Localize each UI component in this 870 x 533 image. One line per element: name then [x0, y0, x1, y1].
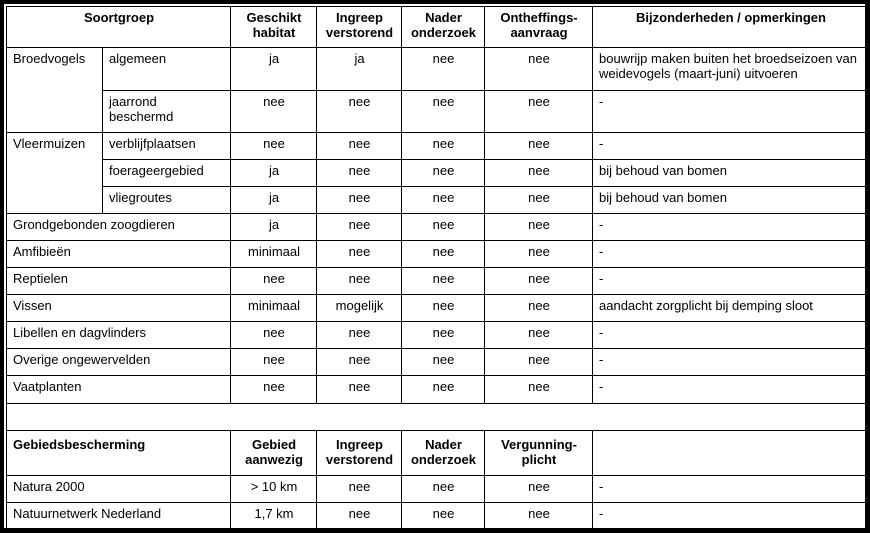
header-present: Gebied aanwezig — [231, 431, 317, 476]
group-cell: Amfibieën — [7, 241, 231, 268]
exemption-cell: nee — [485, 295, 593, 322]
disturbing-cell: nee — [317, 476, 402, 503]
exemption-cell: nee — [485, 214, 593, 241]
table-row — [7, 295, 869, 322]
present-cell: 1,7 km — [231, 503, 317, 529]
remarks-cell: - — [593, 503, 869, 529]
header-habitat: Geschikt habitat — [231, 7, 317, 48]
disturbing-cell: nee — [317, 214, 402, 241]
research-cell: nee — [402, 48, 485, 91]
spacer-cell — [7, 404, 869, 431]
remarks-cell: - — [593, 241, 869, 268]
group-cell: Vissen — [7, 295, 231, 322]
exemption-cell: nee — [485, 376, 593, 404]
group-cell: Vleermuizen — [7, 133, 103, 214]
header-exemption: Ontheffings-aanvraag — [485, 7, 593, 48]
table-row — [7, 241, 869, 268]
table-row — [7, 376, 869, 404]
group-cell: Libellen en dagvlinders — [7, 322, 231, 349]
table-row — [7, 349, 869, 376]
exemption-cell: nee — [485, 268, 593, 295]
table-row — [7, 133, 869, 160]
area-cell: Natuurnetwerk Nederland — [7, 503, 231, 529]
area-cell: Natura 2000 — [7, 476, 231, 503]
exemption-cell: nee — [485, 160, 593, 187]
remarks-cell: - — [593, 214, 869, 241]
research-cell: nee — [402, 476, 485, 503]
disturbing-cell: ja — [317, 48, 402, 91]
research-cell: nee — [402, 133, 485, 160]
table-row — [7, 503, 869, 529]
remarks-cell: - — [593, 376, 869, 404]
header-disturbing: Ingreep verstorend — [317, 431, 402, 476]
disturbing-cell: nee — [317, 133, 402, 160]
exemption-cell: nee — [485, 349, 593, 376]
habitat-cell: ja — [231, 160, 317, 187]
disturbing-cell: nee — [317, 241, 402, 268]
present-cell: > 10 km — [231, 476, 317, 503]
research-cell: nee — [402, 160, 485, 187]
remarks-cell: - — [593, 322, 869, 349]
remarks-cell: bouwrijp maken buiten het broedseizoen van weidevogels (maart-juni) uitvoeren — [593, 48, 869, 91]
research-cell: nee — [402, 268, 485, 295]
exemption-cell: nee — [485, 322, 593, 349]
header-disturbing: Ingreep verstorend — [317, 7, 402, 48]
group-cell: Grondgebonden zoogdieren — [7, 214, 231, 241]
research-cell: nee — [402, 187, 485, 214]
research-cell: nee — [402, 503, 485, 529]
habitat-cell: nee — [231, 91, 317, 133]
subgroup-cell: foerageergebied — [103, 160, 231, 187]
remarks-cell: - — [593, 349, 869, 376]
habitat-cell: nee — [231, 133, 317, 160]
research-cell: nee — [402, 91, 485, 133]
group-cell: Vaatplanten — [7, 376, 231, 404]
habitat-cell: ja — [231, 214, 317, 241]
header-research: Nader onderzoek — [402, 7, 485, 48]
header-remarks — [593, 431, 869, 476]
header-remarks: Bijzonderheden / opmerkingen — [593, 7, 869, 48]
habitat-cell: nee — [231, 322, 317, 349]
remarks-cell: - — [593, 91, 869, 133]
subgroup-cell: verblijfplaatsen — [103, 133, 231, 160]
table-row — [7, 214, 869, 241]
disturbing-cell: nee — [317, 503, 402, 529]
habitat-cell: nee — [231, 349, 317, 376]
subgroup-cell: jaarrond beschermd — [103, 91, 231, 133]
spacer-row — [7, 404, 869, 431]
remarks-cell: aandacht zorgplicht bij demping sloot — [593, 295, 869, 322]
species-header-row — [7, 7, 869, 48]
group-cell: Broedvogels — [7, 48, 103, 133]
table-row — [7, 476, 869, 503]
habitat-cell: minimaal — [231, 295, 317, 322]
research-cell: nee — [402, 241, 485, 268]
remarks-cell: - — [593, 133, 869, 160]
habitat-cell: minimaal — [231, 241, 317, 268]
table-row — [7, 48, 869, 91]
research-cell: nee — [402, 322, 485, 349]
research-cell: nee — [402, 214, 485, 241]
habitat-cell: nee — [231, 268, 317, 295]
header-gebiedsbescherming: Gebiedsbescherming — [7, 431, 231, 476]
header-research: Nader onderzoek — [402, 431, 485, 476]
habitat-cell: ja — [231, 187, 317, 214]
table-row — [7, 322, 869, 349]
remarks-cell: bij behoud van bomen — [593, 187, 869, 214]
table-row — [7, 160, 869, 187]
remarks-cell: - — [593, 476, 869, 503]
research-cell: nee — [402, 295, 485, 322]
disturbing-cell: nee — [317, 322, 402, 349]
area-header-row — [7, 431, 869, 476]
disturbing-cell: nee — [317, 268, 402, 295]
disturbing-cell: nee — [317, 376, 402, 404]
ecology-table — [6, 6, 869, 529]
remarks-cell: - — [593, 268, 869, 295]
research-cell: nee — [402, 376, 485, 404]
disturbing-cell: nee — [317, 91, 402, 133]
disturbing-cell: nee — [317, 160, 402, 187]
group-cell: Reptielen — [7, 268, 231, 295]
habitat-cell: ja — [231, 48, 317, 91]
subgroup-cell: vliegroutes — [103, 187, 231, 214]
header-permit: Vergunning-plicht — [485, 431, 593, 476]
exemption-cell: nee — [485, 48, 593, 91]
disturbing-cell: mogelijk — [317, 295, 402, 322]
exemption-cell: nee — [485, 241, 593, 268]
header-soortgroep: Soortgroep — [7, 7, 231, 48]
research-cell: nee — [402, 349, 485, 376]
subgroup-cell: algemeen — [103, 48, 231, 91]
disturbing-cell: nee — [317, 349, 402, 376]
permit-cell: nee — [485, 476, 593, 503]
exemption-cell: nee — [485, 187, 593, 214]
remarks-cell: bij behoud van bomen — [593, 160, 869, 187]
disturbing-cell: nee — [317, 187, 402, 214]
exemption-cell: nee — [485, 133, 593, 160]
exemption-cell: nee — [485, 91, 593, 133]
group-cell: Overige ongewervelden — [7, 349, 231, 376]
table-row — [7, 91, 869, 133]
permit-cell: nee — [485, 503, 593, 529]
table-row — [7, 268, 869, 295]
habitat-cell: nee — [231, 376, 317, 404]
table-row — [7, 187, 869, 214]
